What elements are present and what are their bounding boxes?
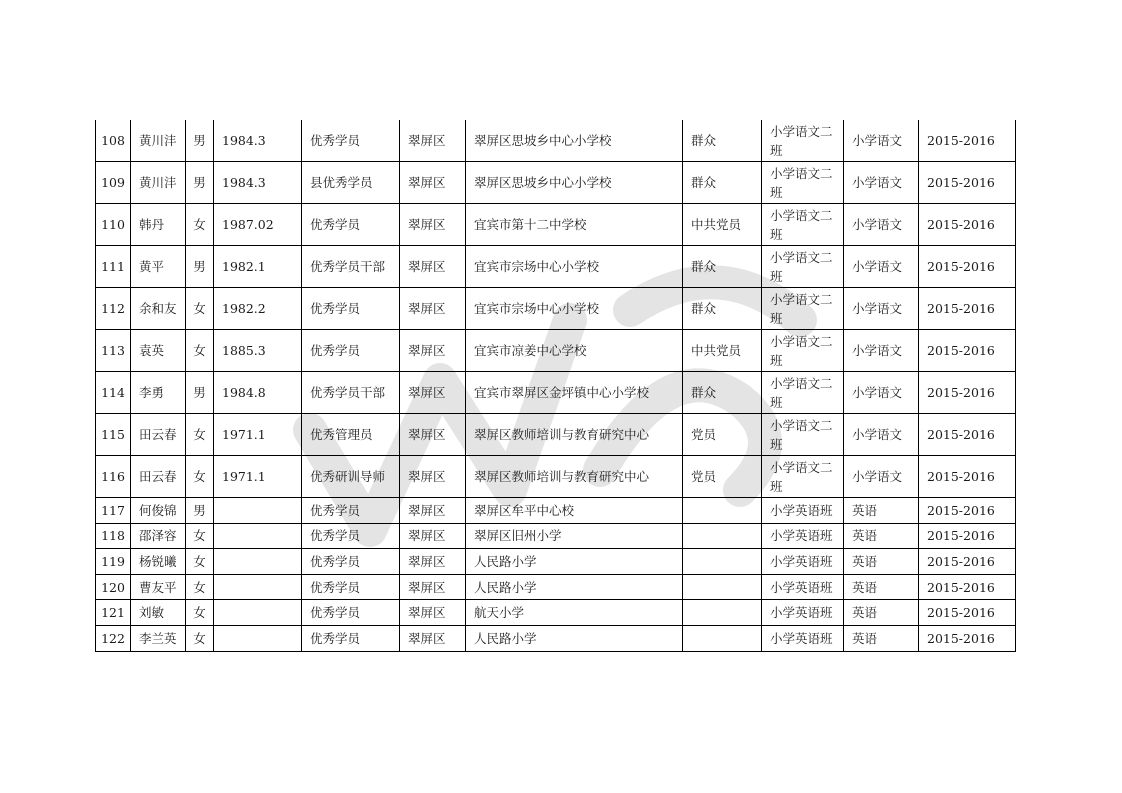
cell-class: 小学英语班 xyxy=(762,625,844,651)
cell-political-status xyxy=(683,498,762,524)
cell-class: 小学语文二班 xyxy=(762,204,844,246)
cell-subject: 英语 xyxy=(844,523,919,549)
cell-name: 何俊锦 xyxy=(131,498,186,524)
cell-name: 田云春 xyxy=(131,414,186,456)
cell-gender: 女 xyxy=(186,288,214,330)
table-row xyxy=(96,288,1016,330)
cell-year: 2015-2016 xyxy=(919,288,1016,330)
cell-class: 小学英语班 xyxy=(762,549,844,575)
cell-school: 翠屏区教师培训与教育研究中心 xyxy=(466,456,683,498)
cell-class: 小学英语班 xyxy=(762,600,844,626)
cell-political-status xyxy=(683,574,762,600)
cell-year: 2015-2016 xyxy=(919,574,1016,600)
cell-gender: 男 xyxy=(186,372,214,414)
cell-award: 优秀研训导师 xyxy=(302,456,400,498)
table-row xyxy=(96,246,1016,288)
cell-gender: 女 xyxy=(186,523,214,549)
table-row xyxy=(96,574,1016,600)
cell-political-status: 中共党员 xyxy=(683,330,762,372)
cell-gender: 女 xyxy=(186,330,214,372)
table-row xyxy=(96,204,1016,246)
cell-subject: 小学语文 xyxy=(844,330,919,372)
cell-birth-date: 1885.3 xyxy=(214,330,302,372)
cell-class: 小学语文二班 xyxy=(762,246,844,288)
cell-year: 2015-2016 xyxy=(919,549,1016,575)
cell-district: 翠屏区 xyxy=(400,246,466,288)
cell-birth-date: 1984.3 xyxy=(214,162,302,204)
cell-political-status xyxy=(683,523,762,549)
cell-class: 小学英语班 xyxy=(762,574,844,600)
cell-district: 翠屏区 xyxy=(400,549,466,575)
cell-award: 优秀学员 xyxy=(302,498,400,524)
cell-district: 翠屏区 xyxy=(400,498,466,524)
cell-school: 翠屏区旧州小学 xyxy=(466,523,683,549)
cell-number: 115 xyxy=(96,414,131,456)
cell-year: 2015-2016 xyxy=(919,246,1016,288)
cell-district: 翠屏区 xyxy=(400,162,466,204)
cell-district: 翠屏区 xyxy=(400,120,466,162)
cell-name: 韩丹 xyxy=(131,204,186,246)
cell-birth-date xyxy=(214,498,302,524)
cell-award: 优秀学员 xyxy=(302,549,400,575)
cell-school: 人民路小学 xyxy=(466,549,683,575)
cell-school: 宜宾市宗场中心小学校 xyxy=(466,246,683,288)
cell-gender: 女 xyxy=(186,456,214,498)
cell-class: 小学语文二班 xyxy=(762,288,844,330)
cell-birth-date: 1982.2 xyxy=(214,288,302,330)
table-row xyxy=(96,414,1016,456)
cell-subject: 小学语文 xyxy=(844,162,919,204)
cell-award: 优秀学员 xyxy=(302,288,400,330)
cell-name: 邵泽容 xyxy=(131,523,186,549)
cell-number: 109 xyxy=(96,162,131,204)
cell-subject: 小学语文 xyxy=(844,204,919,246)
cell-name: 田云春 xyxy=(131,456,186,498)
cell-gender: 女 xyxy=(186,574,214,600)
table-row xyxy=(96,523,1016,549)
cell-award: 优秀学员 xyxy=(302,330,400,372)
cell-name: 曹友平 xyxy=(131,574,186,600)
cell-birth-date: 1984.8 xyxy=(214,372,302,414)
cell-subject: 英语 xyxy=(844,625,919,651)
cell-school: 翠屏区思坡乡中心小学校 xyxy=(466,120,683,162)
cell-gender: 女 xyxy=(186,414,214,456)
cell-subject: 小学语文 xyxy=(844,288,919,330)
cell-birth-date xyxy=(214,574,302,600)
cell-political-status xyxy=(683,600,762,626)
cell-political-status xyxy=(683,625,762,651)
cell-number: 113 xyxy=(96,330,131,372)
cell-birth-date: 1987.02 xyxy=(214,204,302,246)
cell-birth-date xyxy=(214,523,302,549)
cell-school: 人民路小学 xyxy=(466,574,683,600)
cell-political-status xyxy=(683,549,762,575)
cell-gender: 女 xyxy=(186,549,214,575)
cell-year: 2015-2016 xyxy=(919,600,1016,626)
cell-class: 小学语文二班 xyxy=(762,330,844,372)
cell-award: 优秀学员 xyxy=(302,600,400,626)
cell-name: 黄川沣 xyxy=(131,162,186,204)
cell-political-status: 党员 xyxy=(683,414,762,456)
cell-district: 翠屏区 xyxy=(400,414,466,456)
cell-name: 李兰英 xyxy=(131,625,186,651)
cell-award: 优秀学员 xyxy=(302,523,400,549)
table-body xyxy=(96,120,1016,651)
cell-political-status: 党员 xyxy=(683,456,762,498)
cell-year: 2015-2016 xyxy=(919,372,1016,414)
cell-gender: 男 xyxy=(186,246,214,288)
cell-gender: 女 xyxy=(186,600,214,626)
cell-subject: 小学语文 xyxy=(844,246,919,288)
cell-gender: 男 xyxy=(186,162,214,204)
cell-school: 翠屏区牟平中心校 xyxy=(466,498,683,524)
cell-name: 余和友 xyxy=(131,288,186,330)
cell-school: 人民路小学 xyxy=(466,625,683,651)
table-row xyxy=(96,372,1016,414)
cell-class: 小学语文二班 xyxy=(762,456,844,498)
cell-political-status: 群众 xyxy=(683,288,762,330)
cell-birth-date xyxy=(214,600,302,626)
table-row xyxy=(96,625,1016,651)
cell-political-status: 群众 xyxy=(683,120,762,162)
cell-district: 翠屏区 xyxy=(400,625,466,651)
cell-birth-date: 1971.1 xyxy=(214,456,302,498)
cell-award: 优秀学员 xyxy=(302,120,400,162)
cell-subject: 小学语文 xyxy=(844,456,919,498)
cell-number: 114 xyxy=(96,372,131,414)
cell-political-status: 群众 xyxy=(683,372,762,414)
cell-year: 2015-2016 xyxy=(919,120,1016,162)
cell-year: 2015-2016 xyxy=(919,498,1016,524)
cell-award: 优秀学员 xyxy=(302,625,400,651)
cell-award: 优秀学员干部 xyxy=(302,246,400,288)
cell-number: 122 xyxy=(96,625,131,651)
cell-school: 宜宾市第十二中学校 xyxy=(466,204,683,246)
cell-district: 翠屏区 xyxy=(400,456,466,498)
cell-district: 翠屏区 xyxy=(400,330,466,372)
table-row xyxy=(96,600,1016,626)
cell-year: 2015-2016 xyxy=(919,204,1016,246)
cell-political-status: 中共党员 xyxy=(683,204,762,246)
cell-gender: 女 xyxy=(186,204,214,246)
table-row xyxy=(96,498,1016,524)
cell-number: 118 xyxy=(96,523,131,549)
cell-birth-date xyxy=(214,625,302,651)
cell-subject: 英语 xyxy=(844,498,919,524)
cell-number: 121 xyxy=(96,600,131,626)
cell-year: 2015-2016 xyxy=(919,523,1016,549)
cell-subject: 小学语文 xyxy=(844,414,919,456)
cell-class: 小学英语班 xyxy=(762,498,844,524)
cell-number: 112 xyxy=(96,288,131,330)
cell-award: 优秀学员 xyxy=(302,204,400,246)
cell-subject: 小学语文 xyxy=(844,372,919,414)
cell-name: 杨锐曦 xyxy=(131,549,186,575)
cell-district: 翠屏区 xyxy=(400,288,466,330)
cell-name: 袁英 xyxy=(131,330,186,372)
cell-number: 108 xyxy=(96,120,131,162)
cell-name: 刘敏 xyxy=(131,600,186,626)
cell-birth-date: 1971.1 xyxy=(214,414,302,456)
table-row xyxy=(96,330,1016,372)
cell-name: 黄平 xyxy=(131,246,186,288)
cell-subject: 英语 xyxy=(844,600,919,626)
cell-year: 2015-2016 xyxy=(919,414,1016,456)
table-row xyxy=(96,162,1016,204)
cell-award: 优秀学员干部 xyxy=(302,372,400,414)
cell-name: 李勇 xyxy=(131,372,186,414)
cell-number: 117 xyxy=(96,498,131,524)
cell-school: 翠屏区教师培训与教育研究中心 xyxy=(466,414,683,456)
cell-class: 小学英语班 xyxy=(762,523,844,549)
cell-school: 宜宾市宗场中心小学校 xyxy=(466,288,683,330)
cell-number: 116 xyxy=(96,456,131,498)
cell-district: 翠屏区 xyxy=(400,523,466,549)
cell-year: 2015-2016 xyxy=(919,625,1016,651)
cell-school: 宜宾市凉姜中心学校 xyxy=(466,330,683,372)
cell-political-status: 群众 xyxy=(683,246,762,288)
cell-school: 翠屏区思坡乡中心小学校 xyxy=(466,162,683,204)
table-row xyxy=(96,549,1016,575)
cell-subject: 小学语文 xyxy=(844,120,919,162)
cell-political-status: 群众 xyxy=(683,162,762,204)
cell-subject: 英语 xyxy=(844,549,919,575)
cell-year: 2015-2016 xyxy=(919,456,1016,498)
cell-district: 翠屏区 xyxy=(400,204,466,246)
cell-subject: 英语 xyxy=(844,574,919,600)
cell-birth-date xyxy=(214,549,302,575)
cell-gender: 男 xyxy=(186,120,214,162)
cell-district: 翠屏区 xyxy=(400,600,466,626)
cell-name: 黄川沣 xyxy=(131,120,186,162)
cell-gender: 男 xyxy=(186,498,214,524)
cell-year: 2015-2016 xyxy=(919,162,1016,204)
table-row xyxy=(96,456,1016,498)
cell-class: 小学语文二班 xyxy=(762,120,844,162)
cell-school: 航天小学 xyxy=(466,600,683,626)
cell-class: 小学语文二班 xyxy=(762,414,844,456)
table-row xyxy=(96,120,1016,162)
cell-class: 小学语文二班 xyxy=(762,372,844,414)
cell-class: 小学语文二班 xyxy=(762,162,844,204)
cell-district: 翠屏区 xyxy=(400,574,466,600)
awards-table xyxy=(95,120,1016,652)
cell-award: 优秀学员 xyxy=(302,574,400,600)
cell-year: 2015-2016 xyxy=(919,330,1016,372)
cell-award: 县优秀学员 xyxy=(302,162,400,204)
cell-birth-date: 1984.3 xyxy=(214,120,302,162)
cell-number: 111 xyxy=(96,246,131,288)
cell-gender: 女 xyxy=(186,625,214,651)
cell-number: 119 xyxy=(96,549,131,575)
cell-school: 宜宾市翠屏区金坪镇中心小学校 xyxy=(466,372,683,414)
cell-number: 110 xyxy=(96,204,131,246)
cell-district: 翠屏区 xyxy=(400,372,466,414)
cell-number: 120 xyxy=(96,574,131,600)
cell-birth-date: 1982.1 xyxy=(214,246,302,288)
cell-award: 优秀管理员 xyxy=(302,414,400,456)
